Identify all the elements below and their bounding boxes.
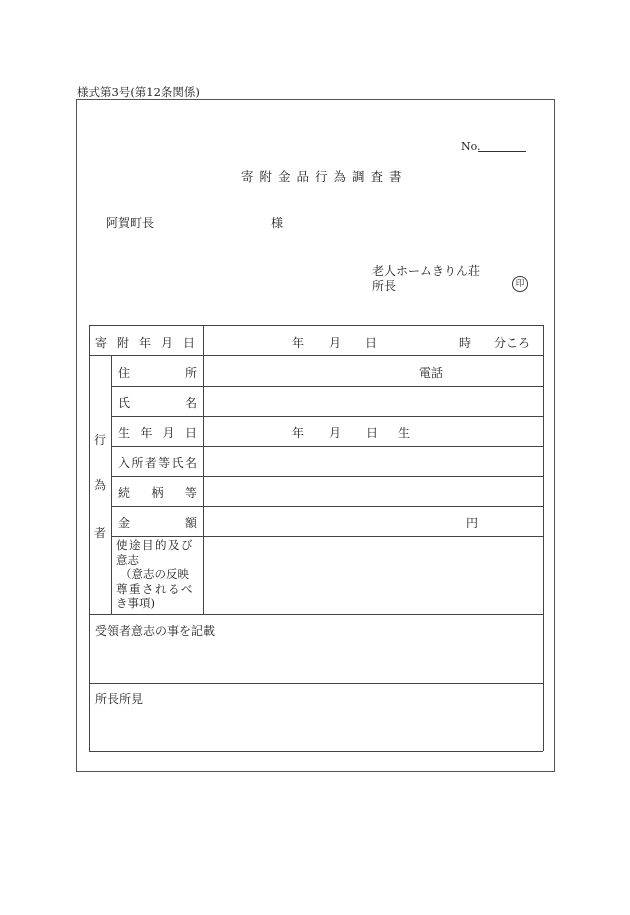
table-rule — [89, 355, 543, 356]
table-rule — [111, 536, 543, 537]
table-rule — [111, 416, 543, 417]
actor-label-1: 行 — [94, 433, 107, 447]
birth-year-unit: 年 — [292, 426, 305, 440]
donation-minute-unit: 分ころ — [494, 336, 531, 350]
birthdate-label: 生 年 月 日 — [118, 426, 197, 440]
yen-unit: 円 — [466, 516, 479, 530]
purpose-label: 使途目的及び 意志 （意志の反映 尊重されるべ き事項) — [116, 538, 194, 610]
donation-year-unit: 年 — [292, 336, 305, 350]
donation-date-label: 寄 附 年 月 日 — [95, 336, 195, 350]
table-rule — [111, 476, 543, 477]
form-number-label: 様式第3号(第12条関係) — [77, 85, 200, 99]
name-label: 氏 名 — [118, 396, 197, 410]
table-rule — [111, 506, 543, 507]
phone-label: 電話 — [419, 366, 444, 380]
resident-name-label: 入 所 者 等 氏 名 — [118, 456, 197, 470]
document-number-line — [478, 151, 526, 152]
table-border-bottom — [89, 751, 543, 752]
table-rule — [111, 446, 543, 447]
donation-hour-unit: 時 — [459, 336, 472, 350]
table-rule-vertical — [111, 355, 112, 614]
table-rule — [111, 386, 543, 387]
director-title: 所長 — [372, 279, 397, 293]
seal-mark: 印 — [512, 276, 528, 292]
recipient-note-label: 受領者意志の事を記載 — [95, 624, 216, 638]
actor-label-2: 為 — [94, 478, 107, 492]
donation-day-unit: 日 — [365, 336, 378, 350]
table-border-left — [89, 325, 90, 751]
birth-day-unit: 日 — [366, 426, 379, 440]
table-border-right — [543, 325, 544, 751]
relationship-label: 続 柄 等 — [118, 486, 197, 500]
amount-label: 金 額 — [118, 516, 197, 530]
facility-name: 老人ホームきりん荘 — [372, 264, 481, 278]
address-label: 住 所 — [118, 366, 197, 380]
document-number-label: No. — [461, 140, 481, 153]
document-title: 寄附金品行為調査書 — [241, 169, 408, 184]
birth-suffix: 生 — [398, 426, 411, 440]
actor-label-3: 者 — [94, 526, 107, 540]
table-border-top — [89, 325, 543, 326]
honorific: 様 — [271, 216, 284, 230]
addressee: 阿賀町長 — [106, 216, 155, 230]
donation-month-unit: 月 — [329, 336, 342, 350]
birth-month-unit: 月 — [329, 426, 342, 440]
director-opinion-label: 所長所見 — [95, 692, 144, 706]
table-rule-vertical — [203, 325, 204, 614]
table-rule — [89, 614, 543, 615]
table-rule — [89, 683, 543, 684]
